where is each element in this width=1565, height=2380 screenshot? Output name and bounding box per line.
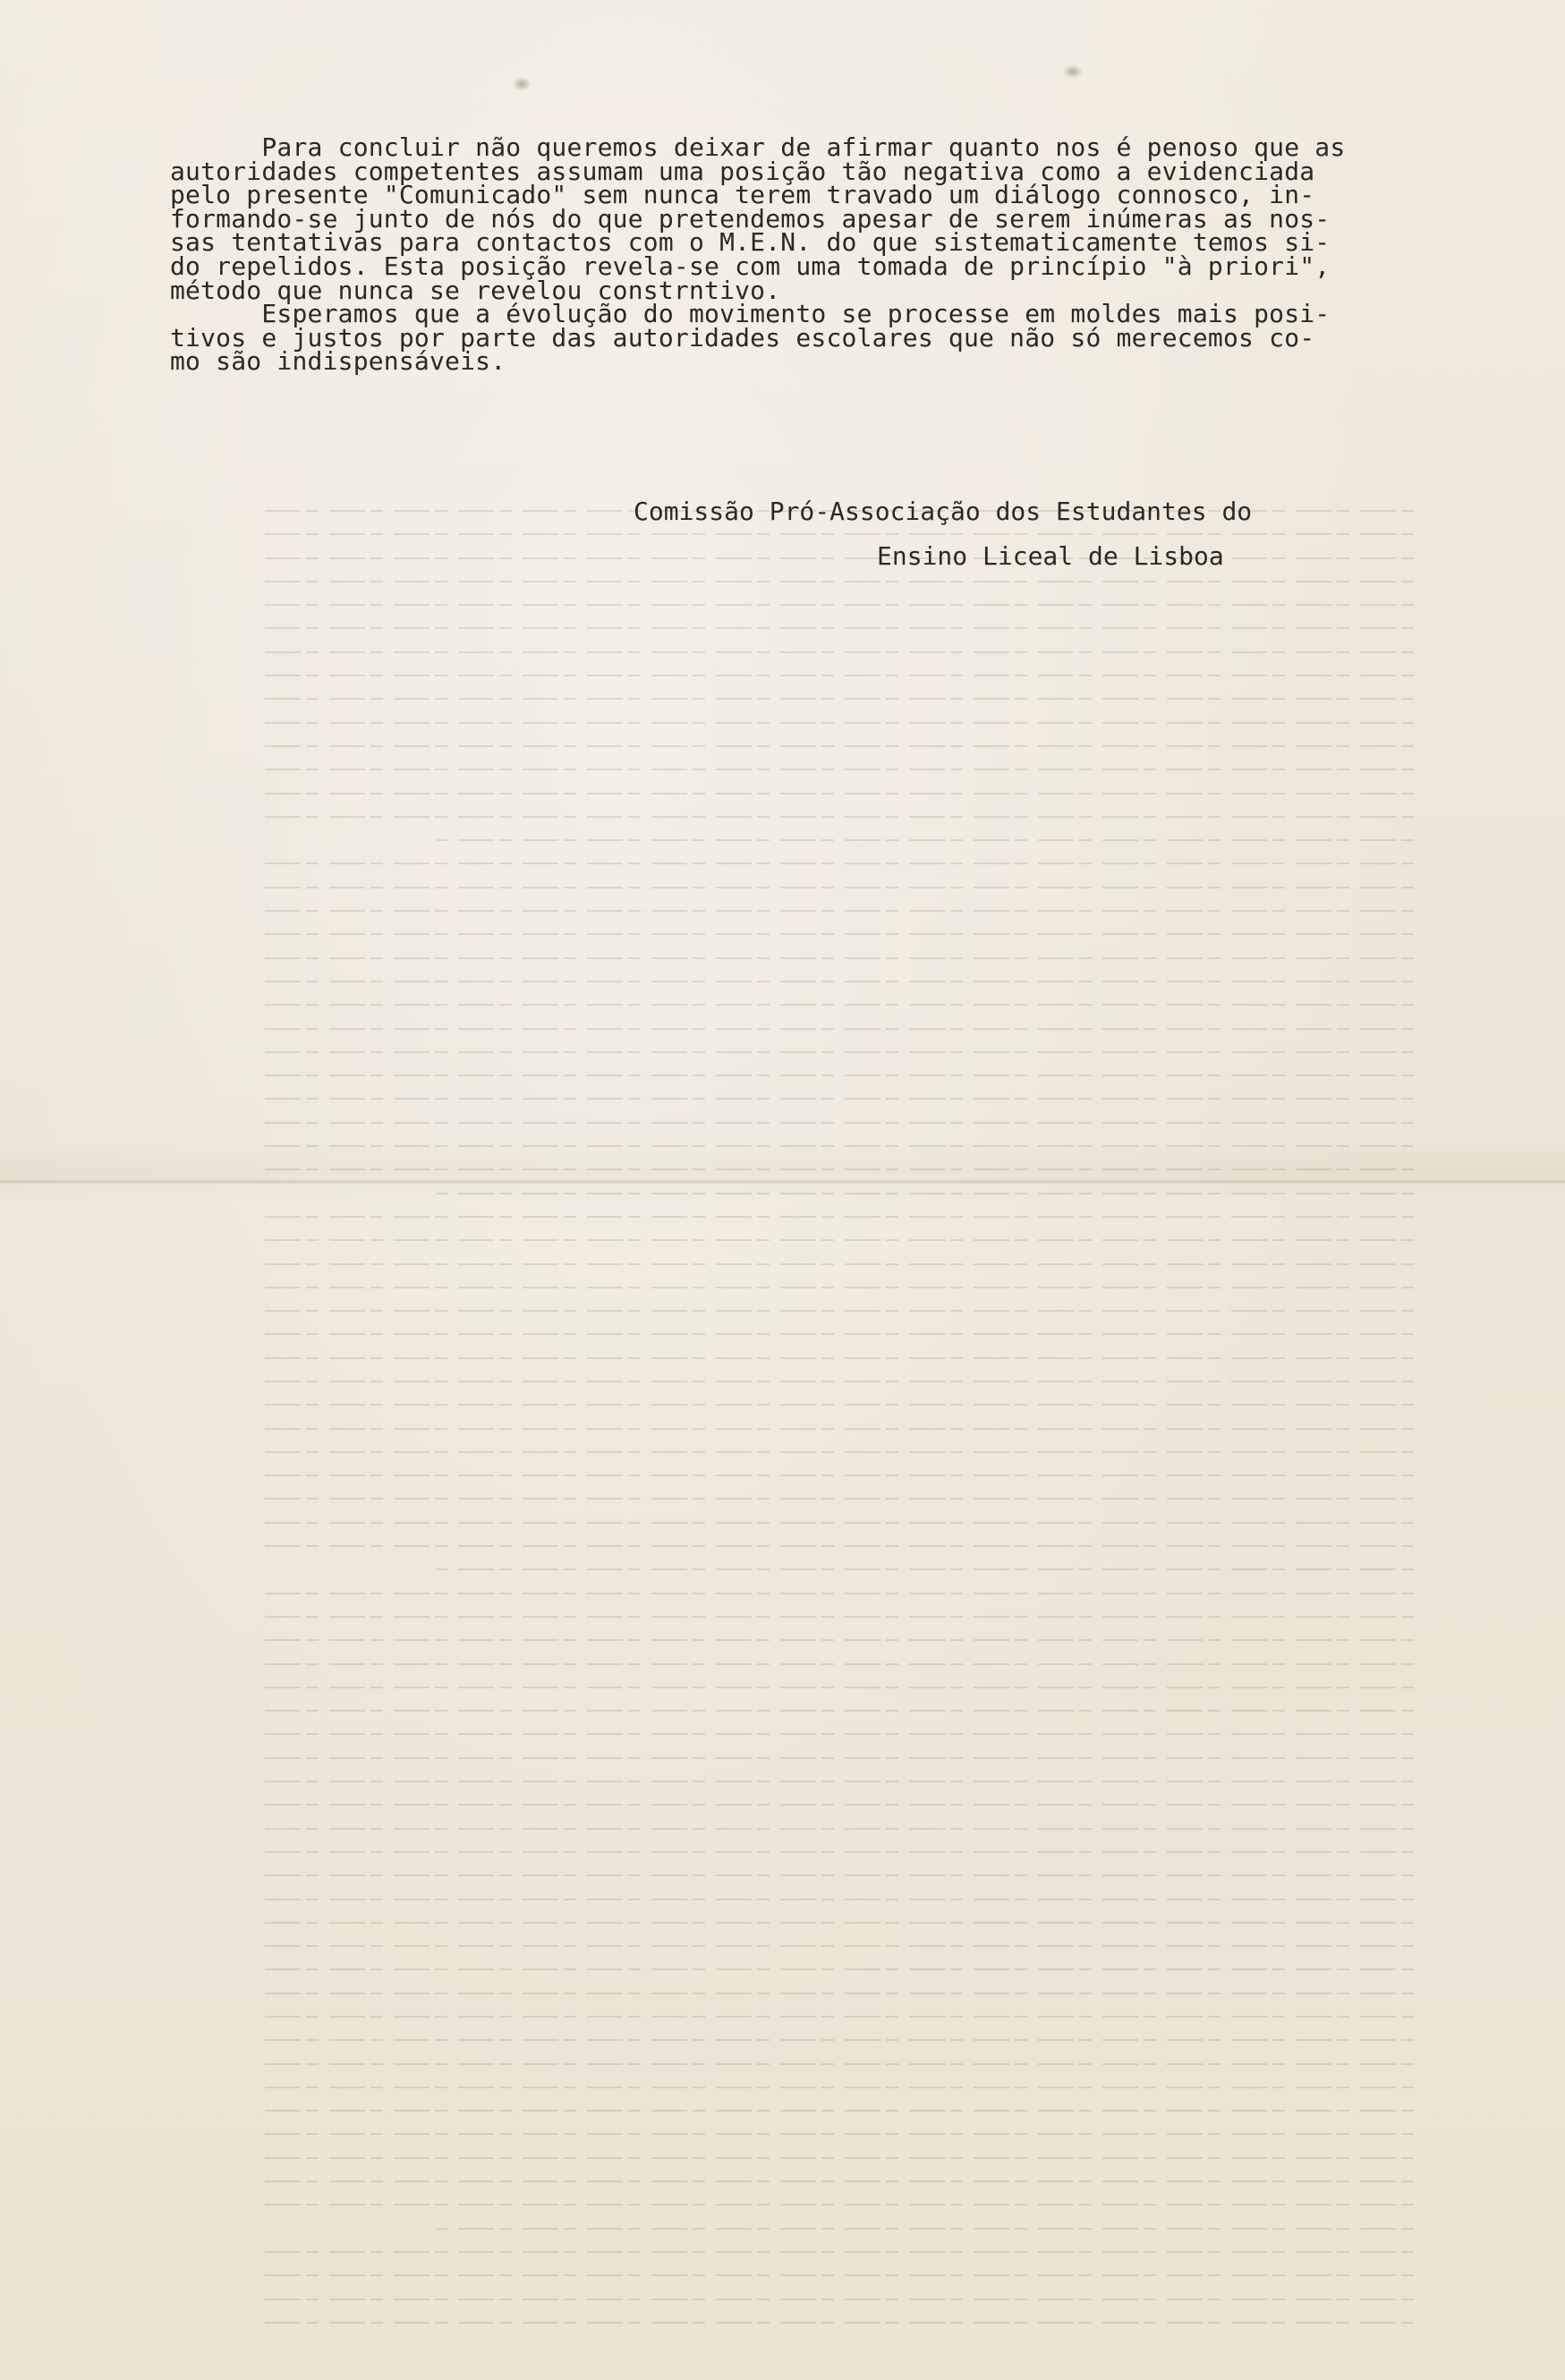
- text-line: formando-se junto de nós do que pretendemos apesar de serem inúmeras as nos-: [170, 203, 1331, 234]
- text-line: tivos e justos por parte das autoridades escolares que não só merecemos co-: [170, 322, 1315, 353]
- paragraph-conclusion: [170, 132, 1351, 305]
- text-line: sas tentativas para contactos com o M.E.N. do que sistematicamente temos si-: [170, 227, 1331, 258]
- text-line: autoridades competentes assumam uma posição tão negativa como a evidenciada: [170, 156, 1315, 186]
- text-line: do repelidos. Esta posição revela-se com uma tomada de princípio "à priori",: [170, 251, 1331, 281]
- reverse-side-bleed-through: [161, 510, 1414, 2345]
- text-line: pelo presente "Comunicado" sem nunca terem travado um diálogo connosco, in-: [170, 180, 1315, 210]
- text-line: mo são indispensáveis.: [170, 346, 506, 377]
- signature-organization-continued: Ensino Liceal de Lisboa: [877, 541, 1224, 571]
- paragraph-hope: [170, 299, 1351, 377]
- document-body: [170, 132, 1351, 377]
- text-line: Para concluir não queremos deixar de afirmar quanto nos é penoso que as: [170, 132, 1346, 162]
- text-line: método que nunca se revelou constrntivo.: [170, 275, 781, 305]
- punch-hole-mark: [512, 77, 532, 91]
- text-line: Esperamos que a évolução do movimento se processe em moldes mais posi-: [170, 299, 1331, 329]
- punch-hole-mark: [1063, 64, 1083, 79]
- signature-organization: Comissão Pró-Associação dos Estudantes do: [634, 497, 1253, 526]
